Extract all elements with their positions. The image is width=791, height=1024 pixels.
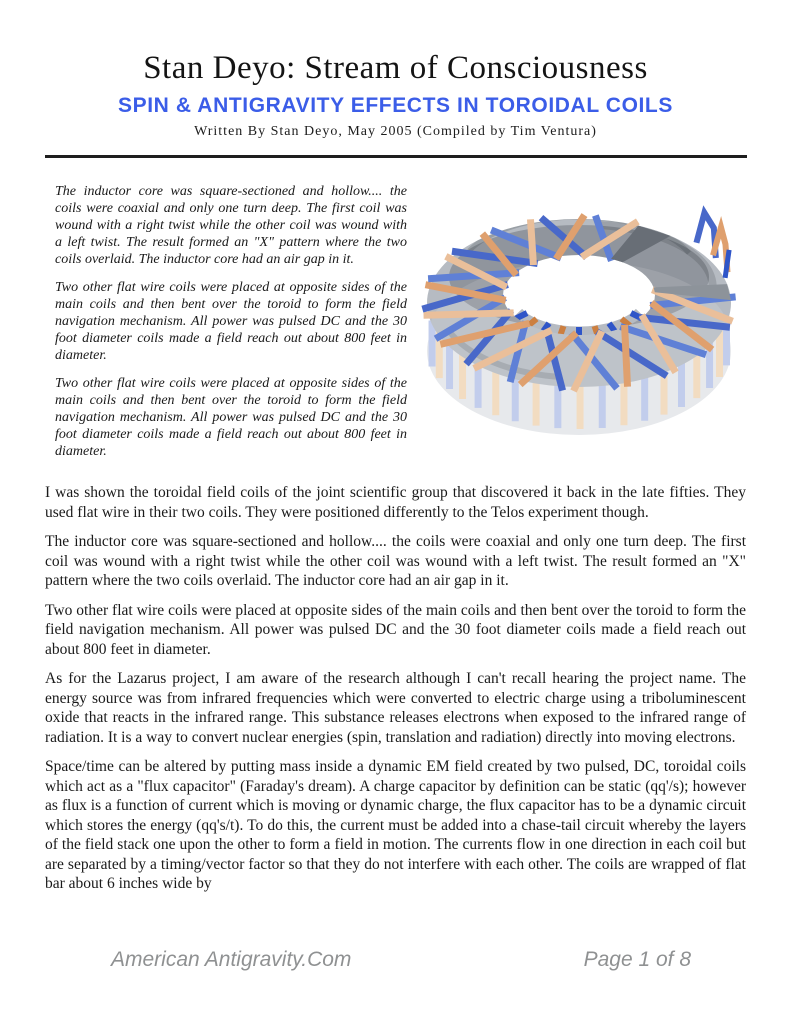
footer-site: American Antigravity.Com — [111, 948, 352, 971]
quote-paragraph: Two other flat wire coils were placed at opposite sides of the main coils and then bent over the toroid to form the field navigation mechanism. All power was pulsed DC and the 30 foot diameter coils made a field reach out about 800 feet in diameter. — [55, 280, 407, 363]
quote-paragraph: The inductor core was square-sectioned and hollow.... the coils were coaxial and only one turn deep. The first coil was wound with a right twist while the other coil was wound with a left twist. The result formed an "X" pattern where the two coils overlaid. The inductor core had an air gap in it. — [55, 184, 407, 267]
body-paragraph: The inductor core was square-sectioned and hollow.... the coils were coaxial and only one turn deep. The first coil was wound with a right twist while the other coil was wound with a left twist. The result formed an "X" pattern where the two coils overlaid. The inductor core had an air gap in it. — [45, 533, 746, 589]
body-paragraph: Two other flat wire coils were placed at opposite sides of the main coils and then bent over the toroid to form the field navigation mechanism. All power was pulsed DC and the 30 foot diameter coils made a field reach out about 800 feet in diameter. — [45, 601, 746, 658]
document-header — [0, 0, 791, 158]
quote-paragraph: Two other flat wire coils were placed at opposite sides of the main coils and then bent over the toroid to form the field navigation mechanism. All power was pulsed DC and the 30 foot diameter coils made a field reach out about 800 feet in diameter. — [55, 376, 407, 459]
body-text — [45, 483, 746, 894]
page-subtitle: SPIN & ANTIGRAVITY EFFECTS IN TOROIDAL COILS — [118, 94, 673, 117]
header-divider — [45, 155, 747, 158]
body-paragraph: I was shown the toroidal field coils of the joint scientific group that discovered it back in the late fifties. They used flat wire in their two coils. They were positioned differently to the Telos experiment though. — [45, 484, 746, 521]
body-paragraph: As for the Lazarus project, I am aware of the research although I can't recall hearing the project name. The energy source was from infrared frequencies which were converted to electric charge using a triboluminescent oxide that reacts in the infrared range. This substance releases electrons when exposed to the infrared range of radiation. It is a way to convert nuclear energies (spin, translation and radiation) directly into moving electrons. — [45, 670, 746, 746]
body-paragraph: Space/time can be altered by putting mass inside a dynamic EM field created by two pulsed, DC, toroidal coils which act as a "flux capacitor" (Faraday's dream). A charge capacitor by definition can be static (qq'/s); however as flux is a function of current which is moving or dynamic charge, the flux capacitor has to be a dynamic circuit which stores the energy (qq's/t). To do this, the current must be added into a chase-tail circuit whereby the layers of the field stack one upon the other to form a field in motion. The currents flow in one direction in each coil but are separated by a timing/vector factor so that they do not interfere with each other. The coils are wrapped of flat bar about 6 inches wide by — [45, 758, 746, 892]
quote-block — [55, 183, 407, 471]
intro-section — [45, 181, 746, 483]
toroidal-coil-figure — [409, 181, 754, 466]
byline: Written By Stan Deyo, May 2005 (Compiled by Tim Ventura) — [194, 124, 597, 139]
page-footer — [45, 948, 746, 972]
page-title: Stan Deyo: Stream of Consciousness — [143, 50, 648, 86]
toroidal-coil-image — [409, 181, 754, 466]
footer-page-number: Page 1 of 8 — [583, 948, 691, 971]
